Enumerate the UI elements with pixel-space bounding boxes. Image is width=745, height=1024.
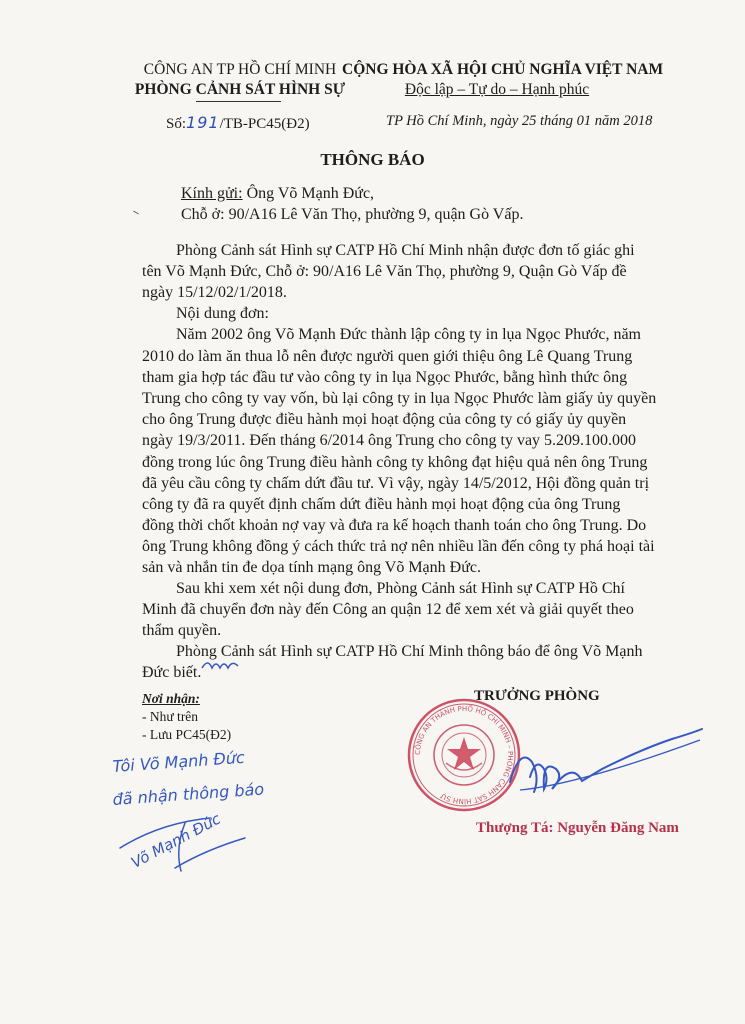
recipients-label: Nơi nhận: xyxy=(142,691,200,706)
body-line: ngày 19/3/2011. Đến tháng 6/2014 ông Trung cho công ty vay 5.209.100.000 xyxy=(142,432,637,449)
addressee-label: Kính gửi: xyxy=(181,185,243,202)
signer-name: Thượng Tá: Nguyễn Đăng Nam xyxy=(476,820,679,836)
addressee-line xyxy=(181,183,374,204)
body-line: công ty đã ra quyết định chấm dứt điều hành mọi hoạt động của ông Trung xyxy=(142,496,621,513)
handwritten-number: 191 xyxy=(186,113,220,132)
body-line: cho ông Trung được điều hành mọi hoạt động của công ty có giấy ủy quyền xyxy=(142,411,627,428)
handwritten-ack-line-1: Tôi Võ Mạnh Đức xyxy=(112,747,246,776)
nation-header xyxy=(342,60,664,100)
body-line: ông Trung không đồng ý cách thức trả nợ nên nhiều lần đến công ty phá hoại tài xyxy=(142,538,655,555)
body-line: đồng thời chốt khoản nợ vay và đưa ra kế hoạch thanh toán cho ông Trung. Do xyxy=(142,517,647,534)
nation-line-1: CỘNG HÒA XÃ HỘI CHỦ NGHĨA VIỆT NAM xyxy=(342,61,664,78)
body-line: tên Võ Mạnh Đức, Chỗ ở: 90/A16 Lê Văn Thọ, phường 9, Quận Gò Vấp đề xyxy=(142,263,627,280)
handwritten-scribble xyxy=(200,656,240,674)
signature-position: TRƯỞNG PHÒNG xyxy=(474,688,600,704)
agency-line-1: CÔNG AN TP HỒ CHÍ MINH xyxy=(143,61,337,78)
handwritten-ack-line-2: đã nhận thông báo xyxy=(112,779,265,809)
recipient-item: - Lưu PC45(Đ2) xyxy=(142,727,232,742)
agency-underline xyxy=(196,101,281,102)
agency-header xyxy=(120,60,360,100)
body-line: tham gia hợp tác đầu tư vào công ty in lụa Ngọc Phước, bằng hình thức ông xyxy=(142,369,628,386)
recipient-item: - Như trên xyxy=(142,709,199,724)
number-prefix: Số: xyxy=(166,116,187,132)
body-line: đã yêu cầu công ty chấm dứt đầu tư. Vì vậy, ngày 14/5/2012, Hội đồng quản trị xyxy=(142,475,650,492)
seal-text: CÔNG AN THÀNH PHỐ HỒ CHÍ MINH – PHÒNG CẢNH SÁT HÌNH SỰ xyxy=(413,704,515,806)
body-line: Minh đã chuyển đơn này đến Công an quận 12 để xem xét và giải quyết theo xyxy=(142,601,634,618)
body-line: Trung cho công ty vay vốn, bù lại công ty in lụa Ngọc Phước làm giấy ủy quyền xyxy=(142,390,657,407)
document-number xyxy=(166,113,310,133)
body-line: Phòng Cảnh sát Hình sự CATP Hồ Chí Minh nhận được đơn tố giác ghi xyxy=(176,242,635,259)
body-line: Đức biết. xyxy=(142,664,202,681)
recipients-block xyxy=(142,690,231,744)
body-line: Nội dung đơn: xyxy=(176,305,269,322)
date-line: TP Hồ Chí Minh, ngày 25 tháng 01 năm 2018 xyxy=(386,113,653,129)
scan-mark xyxy=(133,211,139,215)
motto-line: Độc lập – Tự do – Hạnh phúc xyxy=(404,81,590,98)
number-suffix: /TB-PC45(Đ2) xyxy=(219,116,310,132)
emblem-icon xyxy=(442,733,486,777)
agency-line-2: PHÒNG CẢNH SÁT HÌNH SỰ xyxy=(134,81,346,98)
body-line: đồng trong lúc ông Trung điều hành công ty không đạt hiệu quả nên ông Trung xyxy=(142,454,648,471)
body-line: 2010 do làm ăn thua lỗ nên được người quen giới thiệu ông Lê Quang Trung xyxy=(142,348,633,365)
body-line: ngày 15/12/02/1/2018. xyxy=(142,284,287,301)
recipient-signature-name: Võ Mạnh Đức xyxy=(128,809,224,872)
official-signature xyxy=(500,722,730,812)
addressee-name: Ông Võ Mạnh Đức, xyxy=(242,185,375,202)
body-line: Phòng Cảnh sát Hình sự CATP Hồ Chí Minh thông báo để ông Võ Mạnh xyxy=(176,643,643,660)
body-line: sản và nhắn tin đe dọa tính mạng ông Võ Mạnh Đức. xyxy=(142,559,481,576)
body-line: Sau khi xem xét nội dung đơn, Phòng Cảnh sát Hình sự CATP Hồ Chí xyxy=(176,580,625,597)
body-line: Năm 2002 ông Võ Mạnh Đức thành lập công ty in lụa Ngọc Phước, năm xyxy=(176,326,641,343)
body-line: thẩm quyền. xyxy=(142,622,222,639)
addressee-address: Chỗ ở: 90/A16 Lê Văn Thọ, phường 9, quận Gò Vấp. xyxy=(181,206,524,223)
document-title: THÔNG BÁO xyxy=(320,150,425,169)
